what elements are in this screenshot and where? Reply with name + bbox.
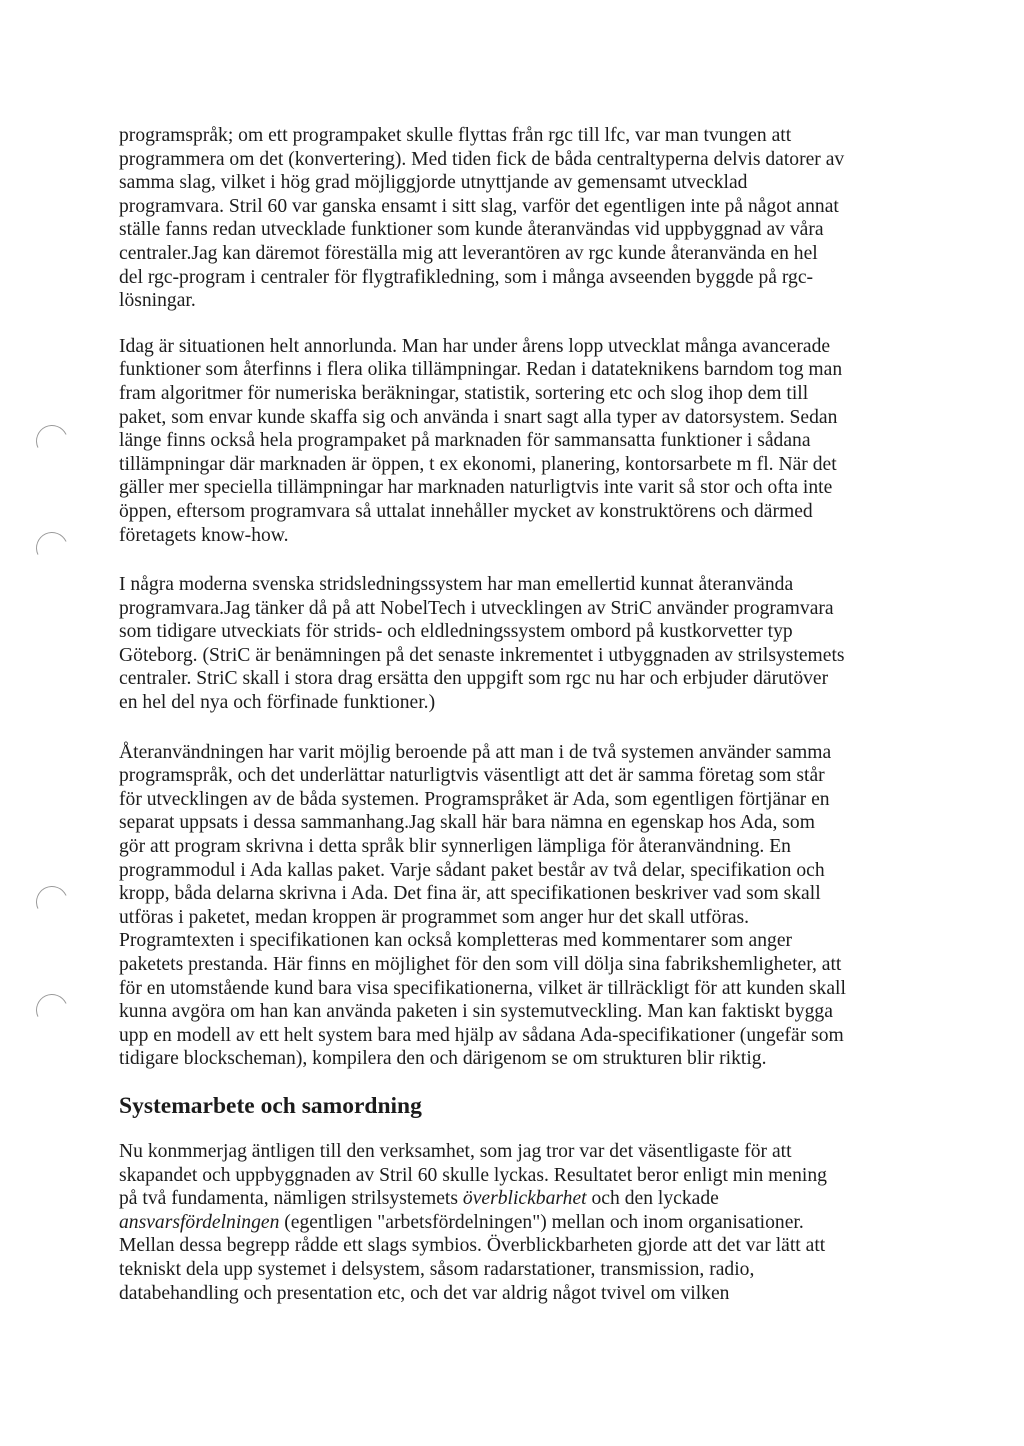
paragraph-text: och den lyckade — [591, 1188, 719, 1210]
emphasis-term: överblickbarhet — [462, 1188, 587, 1210]
paragraph: Återanvändningen har varit möjlig beroende på att man i de två systemen använder samma programspråk, och det underlättar naturligtvis väsentligt att det är samma företag som står för utvecklingen av de båda systemen. Programspråket är Ada, som egentligen förtjänar en separat uppsats i dessa sammanhang.Jag skall här bara nämna en egenskap hos Ada, som gör att program skrivna i detta språk blir synnerligen lämpliga för återanvändning. En programmodul i Ada kallas paket. Varje sådant paket består av två delar, specifikation och kropp, båda delarna skrivna i Ada. Det fina är, att specifikationen beskriver vad som skall utföras i paketet, medan kroppen är programmet som anger hur det skall utföras. Programtexten i specifikationen kan också kompletteras med kommentarer som anger paketets prestanda. Här finns en möjlighet för den som vill dölja sina fabrikshemligheter, att för en utomstående kund bara visa specifikationerna, vilket är tillräckligt för att kunden skall kunna avgöra om han kan använda paketen i sin systemutveckling. Man kan faktiskt bygga upp en modell av ett helt system bara med hjälp av sådana Ada-specifikationer (ungefär som tidigare blockscheman), kompilera den och därigenom se om strukturen blir riktig. — [119, 741, 846, 1070]
punch-hole-mark — [31, 420, 72, 461]
punch-hole-mark — [31, 881, 72, 922]
section-heading: Systemarbete och samordning — [119, 1092, 422, 1119]
paragraph-text: (egentligen "arbetsfördelningen") mellan och inom organisationer. Mellan dessa begrepp rådde ett slags symbios. Överblickbarheten gjorde att det var lätt att tekniskt dela upp systemet i delsystem, såsom radarstationer, transmission, radio, databehandling och presentation etc, och det var aldrig något tvivel om vilken — [119, 1211, 826, 1304]
paragraph: I några moderna svenska stridsledningssystem har man emellertid kunnat återanvända programvara.Jag tänker då på att NobelTech i utvecklingen av StriC använder programvara som tidigare utveckiats för strids- och eldledningssystem ombord på kustkorvetter typ Göteborg. (StriC är benämningen på det senaste inkrementet i utbyggnaden av strilsystemets centraler. StriC skall i stora drag ersätta den uppgift som rgc nu har och erbjuder därutöver en hel del nya och förfinade funktioner.) — [119, 574, 845, 714]
paragraph-text: Nu konmmerjag äntligen till den verksamhet, som jag tror var det väsentligaste för att skapandet och uppbyggnaden av Stril 60 skulle lyckas. Resultatet beror enligt min mening på två fundamenta, nämligen strilsystemets — [119, 1140, 827, 1210]
emphasis-term: ansvarsfördelningen — [119, 1211, 280, 1233]
document-body — [119, 124, 909, 1305]
paragraph — [119, 1140, 909, 1305]
paragraph: programspråk; om ett programpaket skulle flyttas från rgc till lfc, var man tvungen att programmera om det (konvertering). Med tiden fick de båda centraltyperna delvis datorer av samma slag, vilket i hög grad möjliggjorde utnyttjande av gemensamt utvecklad programvara. Stril 60 var ganska ensamt i sitt slag, varför det egentligen inte på något annat ställe fanns redan utvecklade funktioner som kunde återanvändas vid uppbyggnad av våra centraler.Jag kan däremot föreställa mig att leverantören av rgc kunde återanvända en hel del rgc-program i centraler för flygtrafikledning, som i många avseenden byggde på rgc- lösningar. — [119, 125, 845, 312]
paragraph: Idag är situationen helt annorlunda. Man har under årens lopp utvecklat många avancerade funktioner som återfinns i flera olika tillämpningar. Redan i datateknikens barndom tog man fram algoritmer för numeriska beräkningar, statistik, sortering etc och slog ihop dem till paket, som envar kunde skaffa sig och använda i snart sagt alla typer av datorsystem. Sedan länge finns också hela programpaket på marknaden för sammansatta funktioner i sådana tillämpningar där marknaden är öppen, t ex ekonomi, planering, kontorsarbete m fl. När det gäller mer speciella tillämpningar har marknaden naturligtvis inte varit så stor och ofta inte öppen, eftersom programvara så uttalat innehåller mycket av konstruktörens och därmed företagets know-how. — [119, 335, 843, 546]
punch-hole-mark — [31, 527, 72, 568]
punch-hole-mark — [31, 989, 72, 1030]
